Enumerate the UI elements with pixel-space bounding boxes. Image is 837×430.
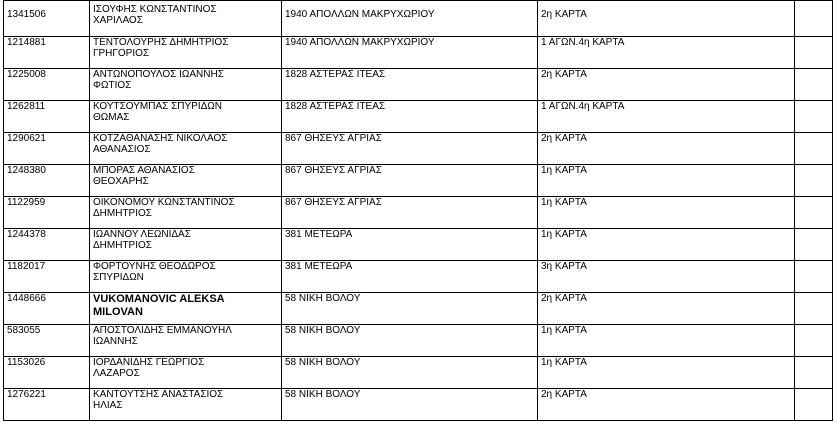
- table-row: [4, 325, 833, 357]
- player-surname-first: ΟΙΚΟΝΟΜΟΥ ΚΩΝΣΤΑΝΤΙΝΟΣ: [93, 197, 235, 208]
- table-row: [4, 389, 833, 421]
- empty-cell: [795, 37, 833, 69]
- team-name: 58 ΝΙΚΗ ΒΟΛΟΥ: [282, 325, 538, 357]
- player-name: [90, 37, 282, 69]
- player-father-name: ΧΑΡΙΛΑΟΣ: [93, 15, 143, 26]
- team-name: 1828 ΑΣΤΕΡΑΣ ΙΤΕΑΣ: [282, 69, 538, 101]
- penalty: 1η ΚΑΡΤΑ: [538, 197, 795, 229]
- penalties-table: [3, 0, 833, 421]
- player-surname-first: ΦΟΡΤΟΥΝΗΣ ΘΕΟΔΩΡΟΣ: [93, 261, 216, 272]
- table-row: [4, 229, 833, 261]
- player-id: 1341506: [4, 1, 90, 37]
- empty-cell: [795, 229, 833, 261]
- penalty: 2η ΚΑΡΤΑ: [538, 133, 795, 165]
- penalty: 1η ΚΑΡΤΑ: [538, 325, 795, 357]
- player-id: 1214881: [4, 37, 90, 69]
- empty-cell: [795, 389, 833, 421]
- player-surname-first: ΚΑΝΤΟΥΤΣΗΣ ΑΝΑΣΤΑΣΙΟΣ: [93, 389, 224, 400]
- player-name: [90, 69, 282, 101]
- player-id: 1248380: [4, 165, 90, 197]
- player-name: [90, 1, 282, 37]
- player-name: [90, 261, 282, 293]
- player-name: [90, 357, 282, 389]
- table-body: [4, 1, 833, 421]
- empty-cell: [795, 69, 833, 101]
- table-row: [4, 37, 833, 69]
- penalty: 2η ΚΑΡΤΑ: [538, 389, 795, 421]
- team-name: 381 ΜΕΤΕΩΡΑ: [282, 229, 538, 261]
- penalty: 1η ΚΑΡΤΑ: [538, 229, 795, 261]
- player-id: 1276221: [4, 389, 90, 421]
- player-father-name: ΑΘΑΝΑΣΙΟΣ: [93, 144, 151, 155]
- player-name: [90, 293, 282, 325]
- player-surname-first: ΙΩΑΝΝΟΥ ΛΕΩΝΙΔΑΣ: [93, 229, 191, 240]
- empty-cell: [795, 293, 833, 325]
- player-father-name: ΘΩΜΑΣ: [93, 112, 130, 123]
- player-surname-first: ΑΠΟΣΤΟΛΙΔΗΣ ΕΜΜΑΝΟΥΗΛ: [93, 325, 232, 336]
- player-surname-first: ΑΝΤΩΝΟΠΟΥΛΟΣ ΙΩΑΝΝΗΣ: [93, 69, 224, 80]
- player-surname-first: ΤΕΝΤΟΛΟΥΡΗΣ ΔΗΜΗΤΡΙΟΣ: [93, 37, 229, 48]
- penalty: 1 ΑΓΩΝ.4η ΚΑΡΤΑ: [538, 37, 795, 69]
- player-id: 583055: [4, 325, 90, 357]
- player-name: [90, 165, 282, 197]
- table-row: [4, 133, 833, 165]
- table-row: [4, 261, 833, 293]
- team-name: 867 ΘΗΣΕΥΣ ΑΓΡΙΑΣ: [282, 133, 538, 165]
- player-father-name: ΔΗΜΗΤΡΙΟΣ: [93, 240, 152, 251]
- empty-cell: [795, 1, 833, 37]
- player-id: 1182017: [4, 261, 90, 293]
- team-name: 867 ΘΗΣΕΥΣ ΑΓΡΙΑΣ: [282, 165, 538, 197]
- player-id: 1448666: [4, 293, 90, 325]
- player-father-name: ΘΕΟΧΑΡΗΣ: [93, 176, 149, 187]
- team-name: 58 ΝΙΚΗ ΒΟΛΟΥ: [282, 293, 538, 325]
- team-name: 58 ΝΙΚΗ ΒΟΛΟΥ: [282, 357, 538, 389]
- player-name: [90, 325, 282, 357]
- player-id: 1225008: [4, 69, 90, 101]
- table-row: [4, 101, 833, 133]
- penalty: 1η ΚΑΡΤΑ: [538, 165, 795, 197]
- table-row: [4, 197, 833, 229]
- team-name: 867 ΘΗΣΕΥΣ ΑΓΡΙΑΣ: [282, 197, 538, 229]
- player-surname-first: ΚΟΤΖΑΘΑΝΑΣΗΣ ΝΙΚΟΛΑΟΣ: [93, 133, 228, 144]
- penalty: 3η ΚΑΡΤΑ: [538, 261, 795, 293]
- table-row: [4, 1, 833, 37]
- player-name: [90, 389, 282, 421]
- empty-cell: [795, 261, 833, 293]
- player-id: 1153026: [4, 357, 90, 389]
- penalty: 2η ΚΑΡΤΑ: [538, 69, 795, 101]
- table-row: [4, 165, 833, 197]
- empty-cell: [795, 325, 833, 357]
- player-id: 1290621: [4, 133, 90, 165]
- player-id: 1122959: [4, 197, 90, 229]
- player-surname-first: ΚΟΥΤΣΟΥΜΠΑΣ ΣΠΥΡΙΔΩΝ: [93, 101, 222, 112]
- player-father-name: ΛΑΖΑΡΟΣ: [93, 368, 140, 379]
- player-father-name: ΔΗΜΗΤΡΙΟΣ: [93, 208, 152, 219]
- table-row: [4, 293, 833, 325]
- player-surname-first: ΜΠΟΡΑΣ ΑΘΑΝΑΣΙΟΣ: [93, 165, 195, 176]
- table-row: [4, 357, 833, 389]
- player-name: [90, 229, 282, 261]
- penalty: 1η ΚΑΡΤΑ: [538, 357, 795, 389]
- team-name: 58 ΝΙΚΗ ΒΟΛΟΥ: [282, 389, 538, 421]
- empty-cell: [795, 197, 833, 229]
- empty-cell: [795, 101, 833, 133]
- player-father-name: ΙΩΑΝΝΗΣ: [93, 336, 138, 347]
- player-surname-first: VUKOMANOVIC ALEKSA: [93, 293, 225, 305]
- penalty: 2η ΚΑΡΤΑ: [538, 1, 795, 37]
- player-name: [90, 197, 282, 229]
- table-row: [4, 69, 833, 101]
- team-name: 1828 ΑΣΤΕΡΑΣ ΙΤΕΑΣ: [282, 101, 538, 133]
- player-father-name: ΗΛΙΑΣ: [93, 400, 123, 411]
- player-father-name: ΣΠΥΡΙΔΩΝ: [93, 272, 144, 283]
- player-surname-first: ΙΟΡΔΑΝΙΔΗΣ ΓΕΩΡΓΙΟΣ: [93, 357, 205, 368]
- player-name: [90, 101, 282, 133]
- penalty: 1 ΑΓΩΝ.4η ΚΑΡΤΑ: [538, 101, 795, 133]
- player-id: 1262811: [4, 101, 90, 133]
- empty-cell: [795, 357, 833, 389]
- player-id: 1244378: [4, 229, 90, 261]
- team-name: 1940 ΑΠΟΛΛΩΝ ΜΑΚΡΥΧΩΡΙΟΥ: [282, 37, 538, 69]
- player-father-name: MILOVAN: [93, 306, 143, 318]
- penalty: 2η ΚΑΡΤΑ: [538, 293, 795, 325]
- player-father-name: ΦΩΤΙΟΣ: [93, 80, 132, 91]
- team-name: 381 ΜΕΤΕΩΡΑ: [282, 261, 538, 293]
- player-surname-first: ΙΣΟΥΦΗΣ ΚΩΝΣΤΑΝΤΙΝΟΣ: [93, 4, 217, 15]
- empty-cell: [795, 133, 833, 165]
- team-name: 1940 ΑΠΟΛΛΩΝ ΜΑΚΡΥΧΩΡΙΟΥ: [282, 1, 538, 37]
- empty-cell: [795, 165, 833, 197]
- player-father-name: ΓΡΗΓΟΡΙΟΣ: [93, 48, 150, 59]
- player-name: [90, 133, 282, 165]
